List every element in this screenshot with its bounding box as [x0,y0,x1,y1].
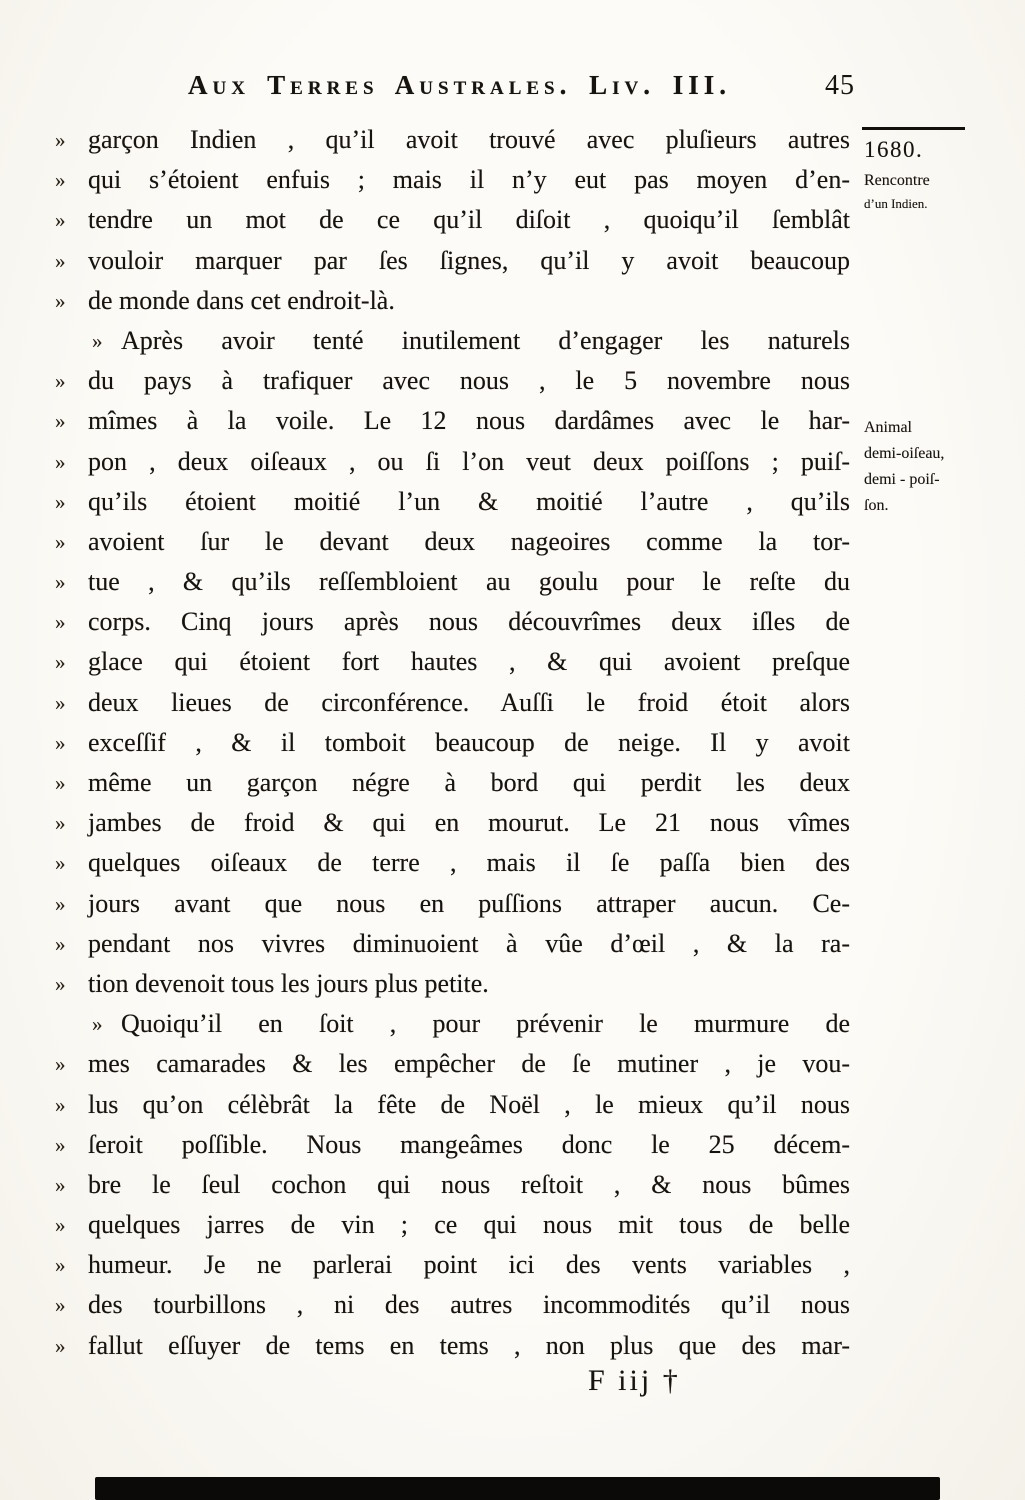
running-title: Aux Terres Australes. Liv. III. [187,70,732,100]
quote-mark: » [55,248,66,273]
margin-note-line: ſon. [864,497,889,514]
line-text: des tourbillons , ni des autres incommodités qu’il nous [88,1290,850,1320]
margin-note-encounter [864,169,930,215]
text-line [55,1125,850,1165]
line-text: qu’ils étoient moitié l’un & moitié l’autre , qu’ils [88,486,850,516]
text-line [55,1205,850,1245]
quote-mark: » [55,449,66,474]
line-text: fallut eſſuyer de tems en tems , non plus que des mar- [88,1330,850,1360]
margin-note-line: Animal [864,419,912,436]
quote-mark: » [55,690,66,715]
quote-mark: » [55,730,66,755]
line-text: pon , deux oiſeaux , ou ſi l’on veut deux poiſſons ; puiſ- [88,446,850,476]
margin-note-year [864,137,923,163]
line-text: qui s’étoient enfuis ; mais il n’y eut pas moyen d’en- [88,165,850,195]
line-text: exceſſif , & il tomboit beaucoup de neige. Il y avoit [88,727,850,757]
line-text: tion devenoit tous les jours plus petite. [88,968,489,998]
page-number: 45 [825,70,855,101]
text-line [55,200,850,240]
text-line [55,1165,850,1205]
quote-mark: » [55,891,66,916]
quote-mark: » [55,931,66,956]
quote-mark: » [55,610,66,635]
text-line [55,401,850,441]
line-text: garçon Indien , qu’il avoit trouvé avec pluſieurs autres [88,125,850,154]
line-text: du pays à trafiquer avec nous , le 5 novembre nous [88,366,850,396]
margin-note-line: demi - poiſ- [864,471,940,488]
text-line [55,442,850,482]
text-line [55,321,850,361]
text-line [55,1285,850,1325]
line-text: ſeroit poſſible. Nous mangeâmes donc le 25 décem- [88,1129,850,1159]
line-text: corps. Cinq jours après nous découvrîmes deux iſles de [88,607,850,637]
line-text: Quoiqu’il en ſoit , pour prévenir le murmure de [121,1009,850,1039]
text-line [55,120,850,160]
text-line [55,803,850,843]
line-text: tendre un mot de ce qu’il diſoit , quoiqu’il ſemblât [88,205,850,235]
quote-mark: » [55,489,66,514]
margin-note-animal [864,415,944,519]
quote-mark: » [55,650,66,675]
text-line [55,241,850,281]
text-line [55,1245,850,1285]
line-text: lus qu’on célèbrât la fête de Noël , le mieux qu’il nous [88,1089,850,1119]
quote-mark: » [55,128,66,152]
line-text: deux lieues de circonférence. Auſſi le froid étoit alors [88,687,850,717]
quote-mark: » [55,168,66,193]
text-line [55,562,850,602]
line-text: jambes de froid & qui en mourut. Le 21 nous vîmes [88,808,850,838]
line-text: mes camarades & les empêcher de ſe mutiner , je vou- [88,1049,850,1079]
page-header [100,70,855,102]
line-text: jours avant que nous en puſſions attraper aucun. Ce- [88,888,850,918]
quote-mark: » [55,369,66,394]
quote-mark: » [92,1012,103,1037]
line-text: quelques jarres de vin ; ce qui nous mit tous de belle [88,1210,850,1240]
line-text: humeur. Je ne parlerai point ici des vents variables , [88,1250,850,1280]
signature-text: F iij † [588,1364,681,1397]
line-text: même un garçon négre à bord qui perdit les deux [88,768,850,797]
text-line [55,642,850,682]
margin-rule [862,127,965,130]
quote-mark: » [55,1172,66,1197]
line-text: avoient ſur le devant deux nageoires comme la tor- [88,526,850,556]
scan-artifact-bar [95,1477,940,1500]
margin-note-line: Rencontre [864,172,930,189]
quote-mark: » [92,328,103,353]
text-line [55,522,850,562]
line-text: bre le ſeul cochon qui nous reſtoit , & nous bûmes [88,1169,850,1199]
quote-mark: » [55,851,66,876]
line-text: de monde dans cet endroit-là. [88,285,395,315]
text-line [55,160,850,200]
quote-mark: » [55,1092,66,1117]
text-line [55,884,850,924]
text-line [55,1326,850,1366]
quote-mark: » [55,971,66,996]
margin-note-line: d’un Indien. [864,196,928,211]
quote-mark: » [55,1293,66,1318]
line-text: pendant nos vivres diminuoient à vûe d’œil , & la ra- [88,928,850,958]
line-text: quelques oiſeaux de terre , mais il ſe paſſa bien des [88,848,850,878]
quote-mark: » [55,1132,66,1157]
text-line [55,843,850,883]
quote-mark: » [55,529,66,554]
quote-mark: » [55,1052,66,1077]
text-line [55,723,850,763]
text-line [55,1044,850,1084]
quote-mark: » [55,208,66,233]
text-line [55,924,850,964]
line-text: tue , & qu’ils reſſembloient au goulu pour le reſte du [88,567,850,597]
text-line [55,1004,850,1044]
text-line [55,482,850,522]
margin-note-line: 1680. [864,137,924,162]
text-line [55,763,850,803]
line-text: vouloir marquer par ſes ſignes, qu’il y avoit beaucoup [88,245,850,275]
quote-mark: » [55,1333,66,1358]
line-text: glace qui étoient fort hautes , & qui avoient preſque [88,647,850,677]
margin-note-line: demi-oiſeau, [864,445,945,462]
text-block [55,120,850,1366]
text-line [55,683,850,723]
text-line [55,281,850,321]
quote-mark: » [55,409,66,434]
quote-mark: » [55,570,66,595]
line-text: Après avoir tenté inutilement d’engager les naturels [121,325,850,355]
signature-mark [588,1364,681,1398]
text-line [55,1085,850,1125]
text-line [55,964,850,1004]
line-text: mîmes à la voile. Le 12 nous dardâmes avec le har- [88,406,850,436]
quote-mark: » [55,771,66,795]
quote-mark: » [55,288,66,313]
text-line [55,602,850,642]
quote-mark: » [55,1253,66,1278]
quote-mark: » [55,1213,66,1238]
quote-mark: » [55,811,66,836]
text-line [55,361,850,401]
